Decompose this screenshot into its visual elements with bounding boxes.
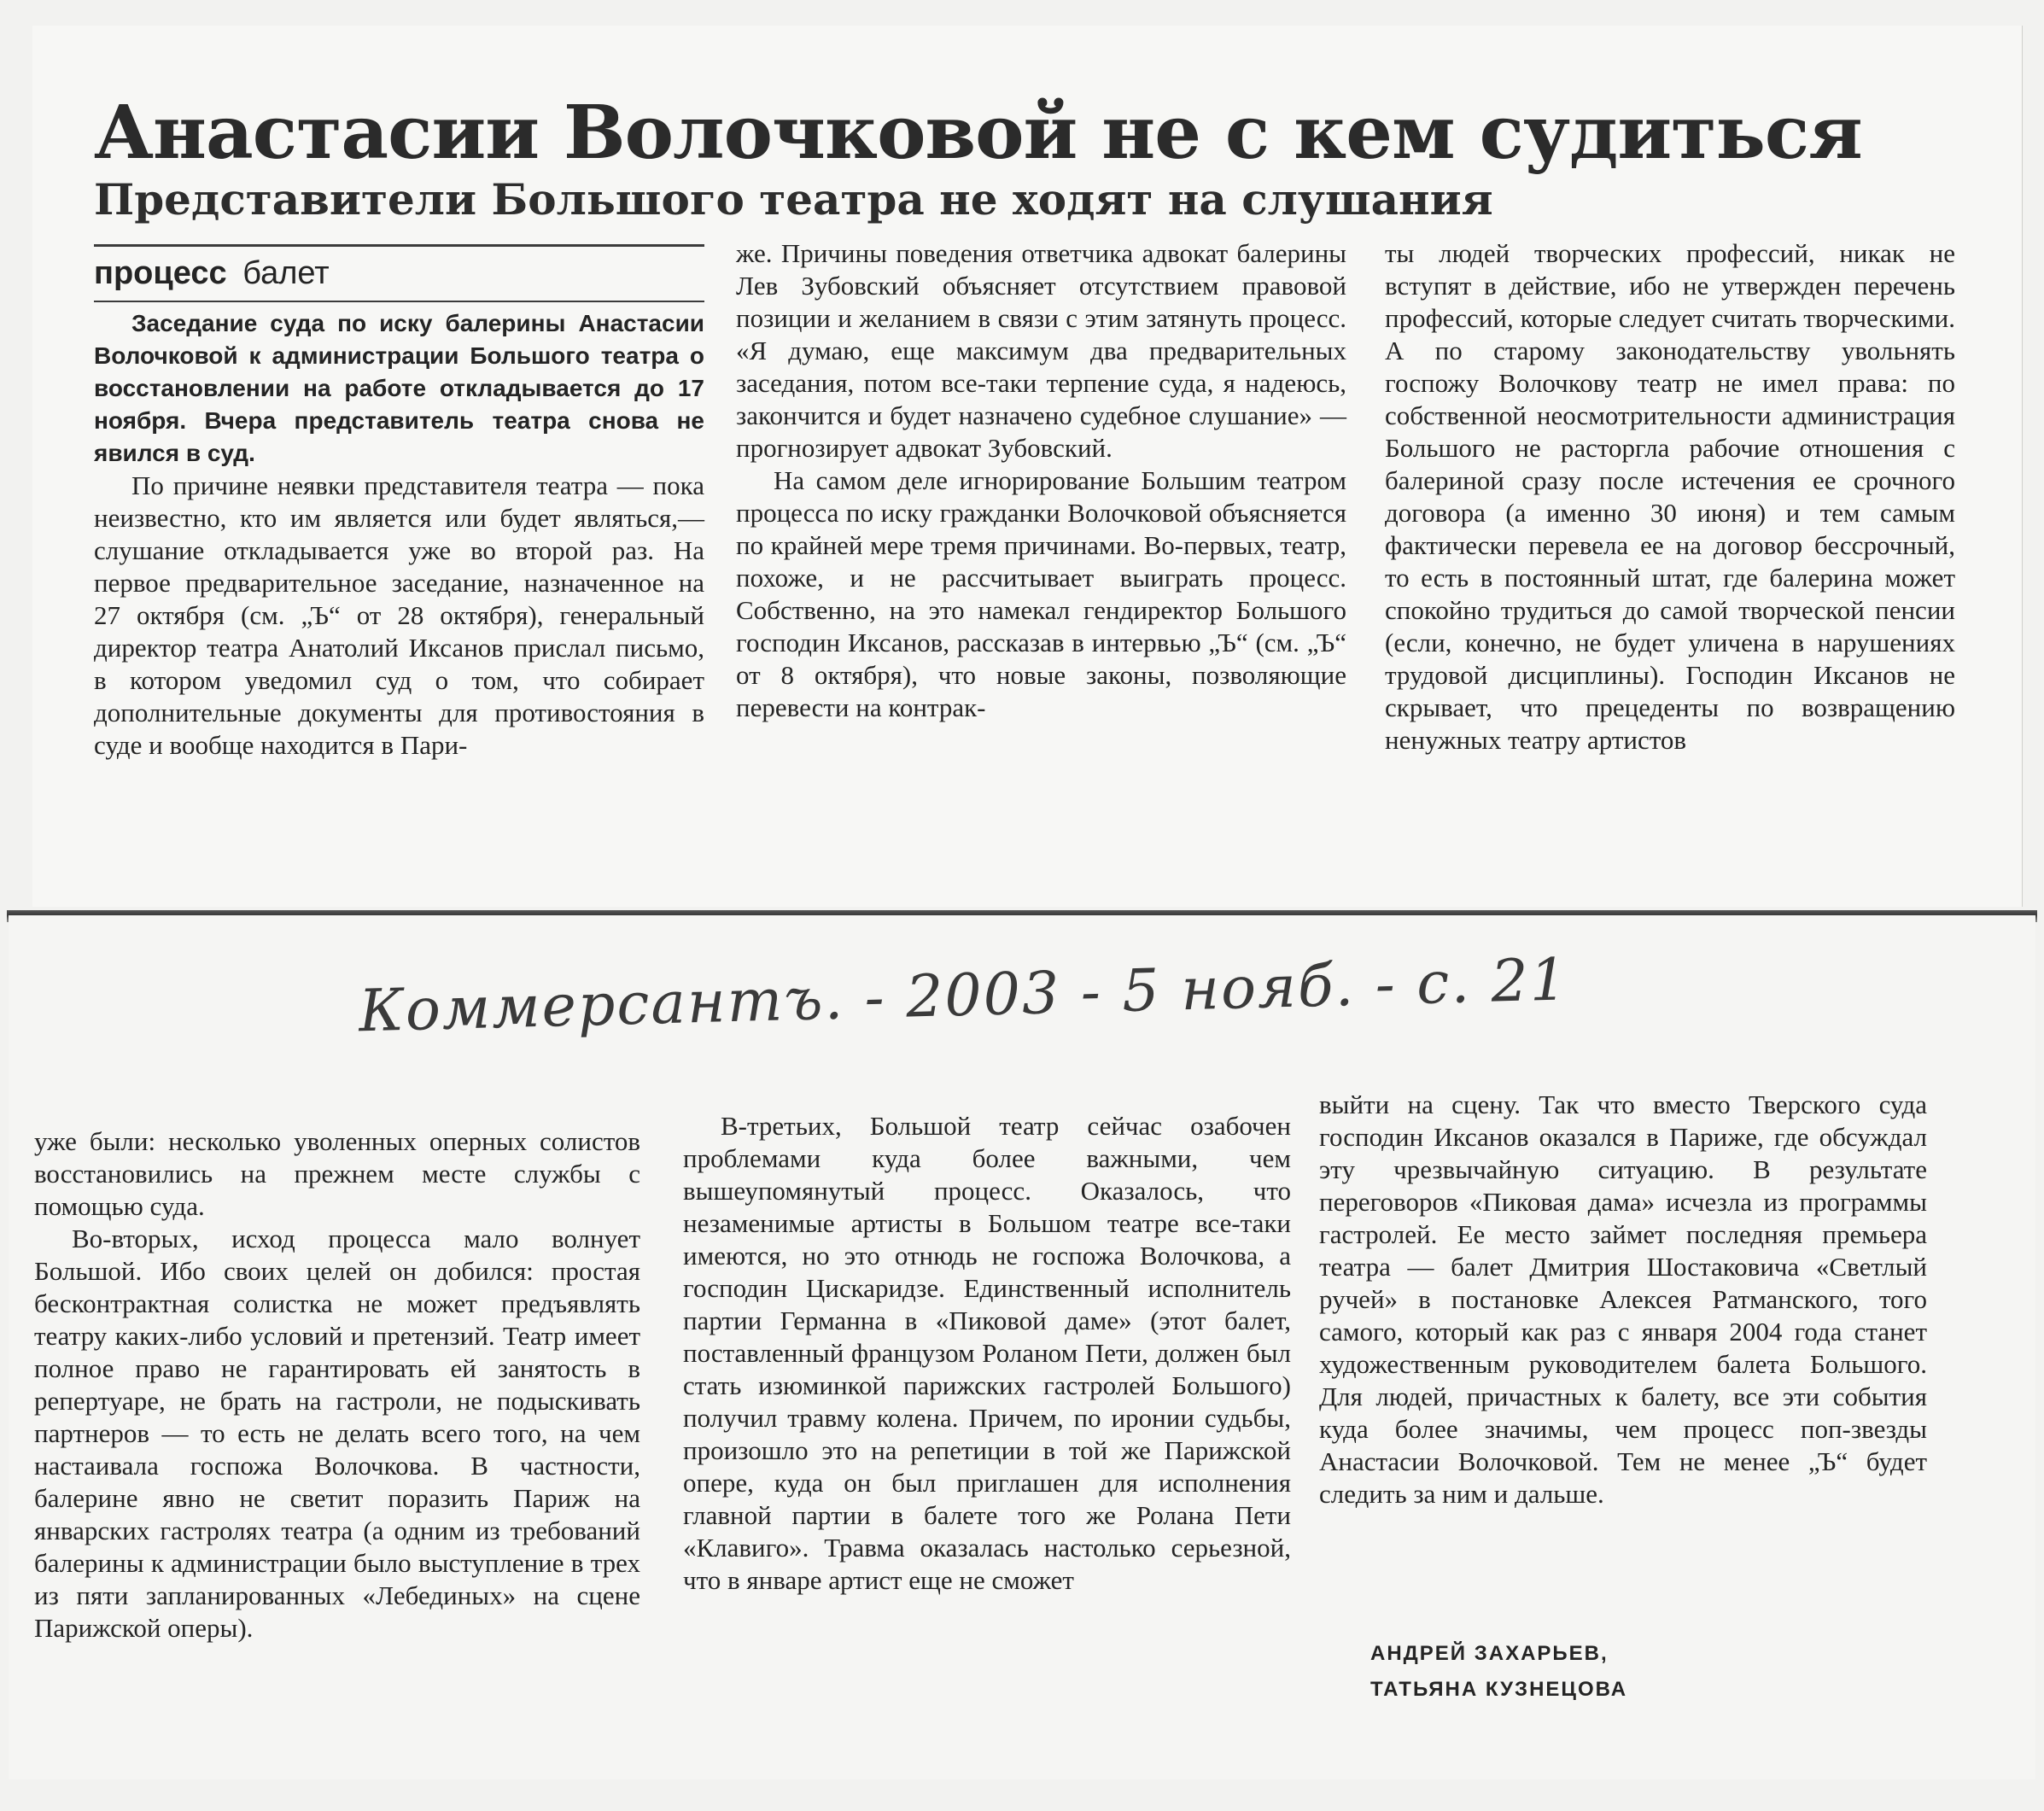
headline: Анастасии Волочковой не с кем судиться — [94, 89, 1862, 176]
rubric-rule — [94, 244, 704, 247]
rubric-topic: балет — [242, 255, 330, 291]
body-paragraph: Во-вторых, исход процесса мало волнует Большой. Ибо своих целей он добился: простая бесконтрактная солистка не может предъявлять театру каких-либо условий и претензий. Театр имеет полное право не гарантировать ей занятость в репертуаре, не брать на гастроли, не подыскивать партнеров — то есть не делать всего того, на чем настаивала госпожа Волочкова. В частности, балерине явно не светит поразить Париж на январских гастролях театра (а одним из требований балерины к администрации было выступление в трех из пяти запланированных «Лебединых» на сцене Парижской оперы). — [34, 1224, 640, 1643]
author-name: АНДРЕЙ ЗАХАРЬЕВ, — [1370, 1642, 1609, 1665]
top-column-2 — [736, 237, 1346, 724]
top-column-1 — [94, 307, 704, 762]
lead-paragraph: Заседание суда по иску балерины Анастасии Волочковой к администрации Большого театра о восстановлении на работе откладывается до 17 ноября. Вчера представитель театра снова не явился в суд. — [94, 310, 704, 466]
byline — [1370, 1636, 1848, 1708]
body-paragraph: На самом деле игнорирование Большим театром процесса по иску гражданки Волочковой объясняется по крайней мере тремя причинами. Во-первых, театр, похоже, и не рассчитывает выиграть процесс. Собственно, на это намекал гендиректор Большого господин Иксанов, рассказав в интервью „Ъ“ (см. „Ъ“ от 8 октября), что новые законы, позволяющие перевести на контрак- — [736, 465, 1346, 722]
subheadline: Представители Большого театра не ходят на слушания — [94, 173, 1493, 225]
body-paragraph: По причине неявки представителя театра — пока неизвестно, кто им является или будет являться,— слушание откладывается уже во второй раз. На первое предварительное заседание, назначенное на 27 октября (см. „Ъ“ от 28 октября), генеральный директор театра Анатолий Иксанов прислал письмо, в котором уведомил суд о том, что собирает дополнительные документы для противостояния в суде и вообще находится в Пари- — [94, 470, 704, 760]
rubric-kind: процесс — [94, 255, 227, 291]
top-column-3 — [1385, 237, 1955, 757]
rubric — [94, 251, 704, 302]
bottom-column-1 — [34, 1125, 640, 1645]
body-paragraph: В-третьих, Большой театр сейчас озабочен проблемами куда более важными, чем вышеупомянутый процесс. Оказалось, что незаменимые артисты в Большом театре все-таки имеются, но это отнюдь не госпожа Волочкова, а господин Цискаридзе. Единственный исполнитель партии Германна в «Пиковой даме» (этот балет, поставленный французом Роланом Пети, должен был стать изюминкой парижских гастролей Большого) получил травму колена. Причем, по иронии судьбы, произошло это на репетиции в той же Парижской опере, куда он был приглашен для исполнения главной партии в балете того же Ролана Пети «Клавиго». Травма оказалась настолько серьезной, что в январе артист еще не сможет — [683, 1111, 1291, 1595]
author-name: ТАТЬЯНА КУЗНЕЦОВА — [1370, 1678, 1628, 1701]
bottom-column-2 — [683, 1110, 1291, 1597]
body-paragraph: выйти на сцену. Так что вместо Тверского суда господин Иксанов оказался в Париже, где обсуждал эту чрезвычайную ситуацию. В результате переговоров «Пиковая дама» исчезла из программы гастролей. Ее место займет последняя премьера театра — балет Дмитрия Шостаковича «Светлый ручей» в постановке Алексея Ратманского, того самого, который как раз с января 2004 года станет художественным руководителем балета Большого. Для людей, причастных к балету, все эти события куда более значимы, чем процесс поп-звезды Анастасии Волочковой. Тем не менее „Ъ“ будет следить за ним и дальше. — [1319, 1090, 1927, 1509]
body-paragraph: уже были: несколько уволенных оперных солистов восстановились на прежнем месте службы с помощью суда. — [34, 1126, 640, 1221]
handwritten-source-note: Коммерсантъ. - 2003 - 5 нояб. - с. 21 — [358, 946, 1570, 1046]
body-paragraph: ты людей творческих профессий, никак не вступят в действие, ибо не утвержден перечень профессий, которые следует считать творческими. А по старому законодательству увольнять госпожу Волочкову театр не имел права: по собственной неосмотрительности администрация Большого не расторгла рабочие отношения с балериной сразу после истечения ее срочного договора (а именно 30 июня) и тем самым фактически перевела ее на договор бессрочный, то есть в постоянный штат, где балерина может спокойно трудиться до самой творческой пенсии (если, конечно, не будет уличена в нарушениях трудовой дисциплины). Господин Иксанов не скрывает, что прецеденты по возвращению ненужных театру артистов — [1385, 238, 1955, 755]
bottom-column-3 — [1319, 1089, 1927, 1510]
body-paragraph: же. Причины поведения ответчика адвокат балерины Лев Зубовский объясняет отсутствием правовой позиции и желанием в связи с этим затянуть процесс. «Я думаю, еще максимум два предварительных заседания, потом все-таки терпение суда, я надеюсь, закончится и будет назначено судебное слушание» — прогнозирует адвокат Зубовский. — [736, 238, 1346, 463]
